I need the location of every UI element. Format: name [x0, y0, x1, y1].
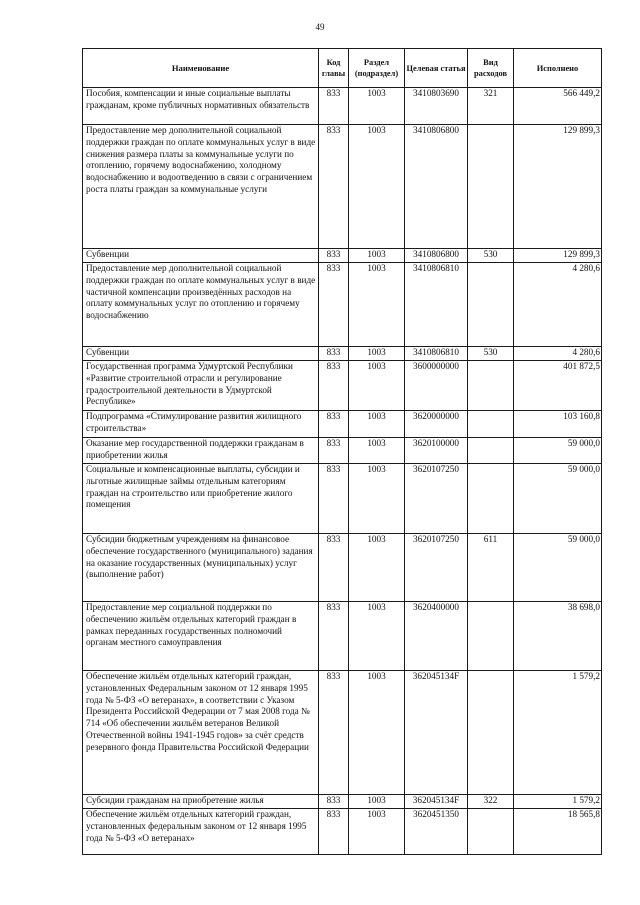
cell-name: Оказание мер государственной поддержки гражданам в приобретении жилья	[83, 438, 319, 464]
cell-type: 321	[468, 88, 514, 125]
cell-section: 1003	[349, 361, 405, 411]
cell-executed: 401 872,5	[514, 361, 602, 411]
cell-type	[468, 464, 514, 534]
header-type: Вид расходов	[468, 49, 514, 88]
cell-section: 1003	[349, 795, 405, 809]
header-name: Наименование	[83, 49, 319, 88]
cell-executed: 129 899,3	[514, 249, 602, 263]
cell-type	[468, 263, 514, 347]
cell-type	[468, 809, 514, 855]
table-row	[83, 534, 602, 602]
cell-chapter: 833	[319, 671, 349, 795]
cell-executed: 1 579,2	[514, 795, 602, 809]
cell-executed: 129 899,3	[514, 125, 602, 249]
cell-target: 3620400000	[405, 602, 468, 671]
header-chapter: Код главы	[319, 49, 349, 88]
cell-section: 1003	[349, 534, 405, 602]
cell-target: 3620107250	[405, 534, 468, 602]
cell-name: Социальные и компенсационные выплаты, субсидии и льготные жилищные займы отдельным категориям граждан на строительство или приобретение жилого помещения	[83, 464, 319, 534]
cell-chapter: 833	[319, 809, 349, 855]
cell-section: 1003	[349, 809, 405, 855]
cell-section: 1003	[349, 88, 405, 125]
table-row	[83, 347, 602, 361]
table-row	[83, 411, 602, 438]
table-row	[83, 361, 602, 411]
cell-executed: 1 579,2	[514, 671, 602, 795]
cell-executed: 59 000,0	[514, 534, 602, 602]
table-row	[83, 671, 602, 795]
cell-chapter: 833	[319, 795, 349, 809]
cell-target: 3410803690	[405, 88, 468, 125]
cell-target: 3410806800	[405, 125, 468, 249]
cell-type	[468, 602, 514, 671]
cell-type: 611	[468, 534, 514, 602]
cell-chapter: 833	[319, 438, 349, 464]
cell-executed: 103 160,8	[514, 411, 602, 438]
cell-section: 1003	[349, 438, 405, 464]
cell-executed: 59 000,0	[514, 464, 602, 534]
cell-name: Субвенции	[83, 249, 319, 263]
cell-type: 530	[468, 347, 514, 361]
table-row	[83, 125, 602, 249]
cell-chapter: 833	[319, 534, 349, 602]
cell-target: 362045134F	[405, 671, 468, 795]
cell-chapter: 833	[319, 263, 349, 347]
cell-target: 3620000000	[405, 411, 468, 438]
cell-target: 3620107250	[405, 464, 468, 534]
cell-chapter: 833	[319, 249, 349, 263]
table-row	[83, 602, 602, 671]
table-row	[83, 88, 602, 125]
cell-section: 1003	[349, 671, 405, 795]
cell-target: 3620451350	[405, 809, 468, 855]
expenditure-table	[82, 48, 602, 855]
cell-chapter: 833	[319, 88, 349, 125]
cell-name: Предоставление мер социальной поддержки по обеспечению жильём отдельных категорий граждан в рамках переданных государственных полномочий органам местного самоуправления	[83, 602, 319, 671]
cell-type: 322	[468, 795, 514, 809]
cell-type	[468, 361, 514, 411]
table-row	[83, 464, 602, 534]
cell-type	[468, 411, 514, 438]
cell-name: Субсидии бюджетным учреждениям на финансовое обеспечение государственного (муниципального) задания на оказание государственных (муниципальных) услуг (выполнение работ)	[83, 534, 319, 602]
cell-name: Субвенции	[83, 347, 319, 361]
cell-name: Пособия, компенсации и иные социальные выплаты гражданам, кроме публичных нормативных обязательств	[83, 88, 319, 125]
cell-type: 530	[468, 249, 514, 263]
cell-section: 1003	[349, 602, 405, 671]
cell-section: 1003	[349, 347, 405, 361]
cell-chapter: 833	[319, 347, 349, 361]
cell-name: Предоставление мер дополнительной социальной поддержки граждан по оплате коммунальных услуг в виде частичной компенсации произведённых расходов на оплату коммунальных услуг по отоплению и горячему водоснабжению	[83, 263, 319, 347]
cell-executed: 4 280,6	[514, 263, 602, 347]
cell-name: Обеспечение жильём отдельных категорий граждан, установленных федеральным законом от 12 января 1995 года № 5-ФЗ «О ветеранах»	[83, 809, 319, 855]
table-row	[83, 249, 602, 263]
cell-name: Субсидии гражданам на приобретение жилья	[83, 795, 319, 809]
cell-type	[468, 438, 514, 464]
table-header-row	[83, 49, 602, 88]
cell-executed: 18 565,8	[514, 809, 602, 855]
table-row	[83, 438, 602, 464]
cell-section: 1003	[349, 411, 405, 438]
cell-type	[468, 671, 514, 795]
cell-target: 3620100000	[405, 438, 468, 464]
cell-target: 3410806810	[405, 347, 468, 361]
cell-chapter: 833	[319, 361, 349, 411]
cell-target: 3600000000	[405, 361, 468, 411]
cell-executed: 4 280,6	[514, 347, 602, 361]
cell-chapter: 833	[319, 125, 349, 249]
header-target: Целевая статья	[405, 49, 468, 88]
header-section: Раздел (подраздел)	[349, 49, 405, 88]
table-row	[83, 809, 602, 855]
table-row	[83, 263, 602, 347]
cell-name: Предоставление мер дополнительной социальной поддержки граждан по оплате коммунальных услуг в виде снижения размера платы за коммунальные услуги по отоплению, горячему водоснабжению, холодному водоснабжению и водоотведению в связи с ограничением роста платы граждан за коммунальные услуги	[83, 125, 319, 249]
cell-section: 1003	[349, 249, 405, 263]
cell-section: 1003	[349, 464, 405, 534]
cell-name: Государственная программа Удмуртской Республики «Развитие строительной отрасли и регулирование градостроительной деятельности в Удмуртской Республике»	[83, 361, 319, 411]
cell-chapter: 833	[319, 411, 349, 438]
cell-section: 1003	[349, 125, 405, 249]
cell-type	[468, 125, 514, 249]
cell-executed: 38 698,0	[514, 602, 602, 671]
cell-section: 1003	[349, 263, 405, 347]
cell-executed: 59 000,0	[514, 438, 602, 464]
cell-executed: 566 449,2	[514, 88, 602, 125]
cell-chapter: 833	[319, 464, 349, 534]
cell-chapter: 833	[319, 602, 349, 671]
table-row	[83, 795, 602, 809]
cell-name: Подпрограмма «Стимулирование развития жилищного строительства»	[83, 411, 319, 438]
cell-target: 3410806810	[405, 263, 468, 347]
header-executed: Исполнено	[514, 49, 602, 88]
cell-target: 362045134F	[405, 795, 468, 809]
cell-target: 3410806800	[405, 249, 468, 263]
cell-name: Обеспечение жильём отдельных категорий граждан, установленных Федеральным законом от 12 января 1995 года № 5-ФЗ «О ветеранах», в соответствии с Указом Президента Российской Федерации от 7 мая 2008 года № 714 «Об обеспечении жильём ветеранов Великой Отечественной войны 1941-1945 годов» за счёт средств резервного фонда Правительства Российской Федерации	[83, 671, 319, 795]
page-number: 49	[315, 22, 325, 32]
